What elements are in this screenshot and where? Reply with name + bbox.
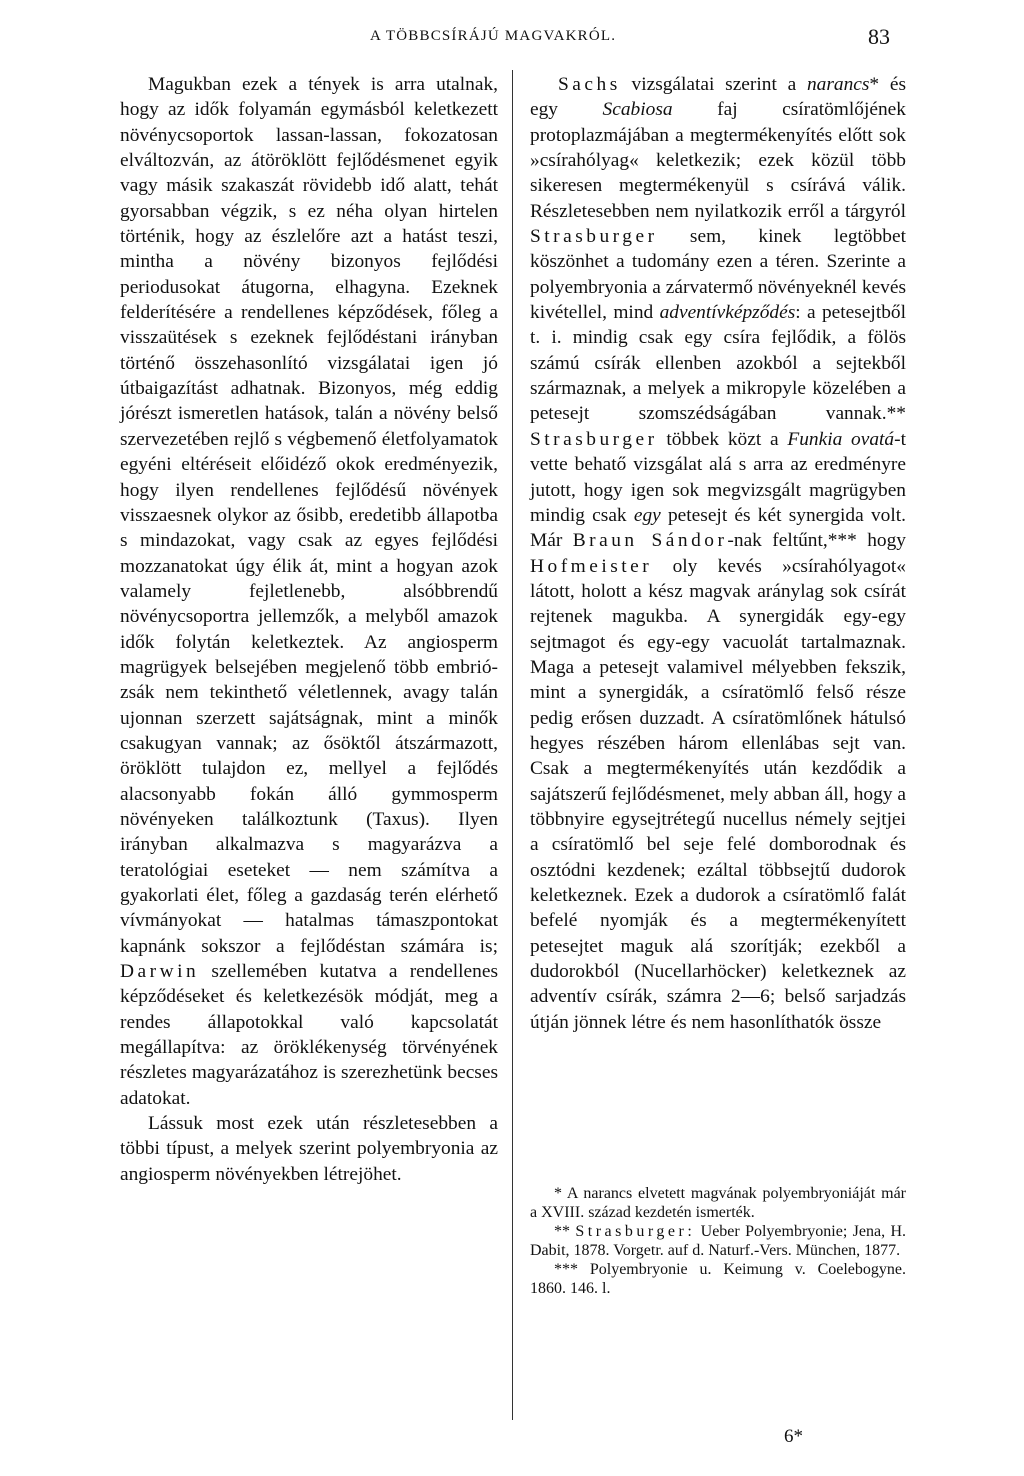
term-funkia: Funkia ovatá	[787, 428, 895, 450]
running-title: A TÖBBCSÍRÁJÚ MAGVAKRÓL.	[370, 28, 617, 44]
right-text-4: sem, kinek legtöbbet köszönhet a tudomány ezen a téren. Szerinte a polyembryonia a zárvatermő növényeknél kevés kivétellel, mind	[530, 226, 906, 324]
footnote-2-mark: **	[554, 1223, 570, 1240]
right-text-7: -t vette behatő vizsgálat alá s arra az eredményre jutott, hogy igen sok megvizsgált magrügyben mindig csak	[530, 428, 906, 526]
column-divider	[512, 70, 513, 1420]
right-text-5: : a petesejtből t. i. mindig csak egy csíra fejlődik, a fölös számú csírák ellenben azokból a sejtekből származnak, a melyek a mikropyle közelében a petesejt szomszédságában vannak.**	[530, 302, 906, 425]
page-number: 83	[868, 24, 890, 49]
author-braun: Braun Sándor	[572, 530, 728, 552]
term-adventiv: adventívképződés	[659, 302, 796, 324]
left-paragraph-1-text-b: szellemében kutatva a rendellenes képződéseket és keletkezésök módját, meg a rendes állapotokkal való kapcsolatát megállapítva: az öröklékenység törvényének részletes magyarázatához is szerezhetünk becses adatokat.	[120, 961, 498, 1109]
term-narancs: narancs	[806, 74, 870, 95]
left-paragraph-2: Lássuk most ezek után részletesebben a többi típust, a melyek szerint polyembryonia az angiosperm növényekben létrejöhet.	[120, 1113, 498, 1185]
footnote-2-author: Strasburger:	[575, 1223, 696, 1240]
right-text-10: oly kevés »csírahólyagot« látott, holott a kész magvak aránylag sok csírát rejtenek magukba. A synergidák egy-egy sejtmagot és egy-egy vacuolát tartalmaznak. Maga a petesejt valamivel mélyebben fekszik, mint a synergidák, a csíratömlő felső része pedig erősen duzzadt. A csíratömlőnek hátulsó hegyes részében három ellenlábas sejt van. Csak a megtermékenyítés után kezdődik a sajátszerű fejlődésmenet, mely abban áll, hogy a többnyire egysejtrétegű nucellus némely sejtjei a csíratömlő bel seje felé domborodnak és osztódni kezdenek; ezáltal többsejtű dudorok keletkeznek. Ezek a dudorok a csíratömlő falát befelé nyomják és a megtermékenyített petesejtet maguk alá szorítják; ezekből a dudorokból (Nucellarhöcker) keletkeznek az adventív csírák, számra 2—6; belső sarjadzás útján jönnek létre és nem hasonlíthatók össze	[530, 555, 906, 1033]
right-text-9: -nak feltűnt,*** hogy	[727, 530, 906, 552]
signature-mark: 6*	[784, 1426, 803, 1447]
author-darwin: Darwin	[120, 961, 200, 983]
right-paragraph	[530, 72, 906, 1035]
footnotes	[530, 1184, 906, 1298]
right-text-1: vizsgálatai szerint a	[631, 74, 797, 95]
running-header	[0, 24, 1024, 58]
right-text-3: faj csíratömlőjének protoplazmájában a megtermékenyítés előtt sok »csírahólyag« keletkezik; ezek közül több sikeresen megtermékenyül s csírává válik. Részletesebben nem nyilatkozik erről a tárgyról	[530, 99, 906, 222]
right-text-2: * és egy	[530, 74, 907, 121]
left-column	[120, 72, 498, 1187]
footnote-1: * A narancs elvetett magvának polyembryoniáját már a XVIII. század kezdetén ismerték.	[530, 1185, 906, 1221]
author-hofmeister: Hofmeister	[530, 555, 653, 577]
footnote-2	[530, 1222, 906, 1260]
footnote-2-text: Ueber Polyembryonie; Jena, H. Dabit, 1878. Vorgetr. auf d. Naturf.-Vers. München, 1877.	[530, 1223, 906, 1259]
term-egy: egy	[633, 504, 661, 526]
author-sachs: Sachs	[558, 74, 621, 95]
right-text-8: petesejt és két synergida volt. Már	[530, 504, 906, 552]
right-text-6: többek közt a	[666, 428, 779, 450]
right-column	[530, 72, 906, 1035]
left-paragraph-1	[120, 72, 498, 1111]
footnote-3: *** Polyembryonie u. Keimung v. Coelebogyne. 1860. 146. l.	[530, 1261, 906, 1297]
term-scabiosa: Scabiosa	[602, 99, 673, 121]
author-strasburger-2: Strasburger	[530, 428, 658, 450]
author-strasburger-1: Strasburger	[530, 226, 658, 248]
left-paragraph-1-text-a: Magukban ezek a tények is arra utalnak, hogy az idők folyamán egymásból keletkezett növénycsoportok lassan-lassan, fokozatosan elváltozván, az átöröklött fejlődésmenet egyik vagy másik szakaszát rövidebb idő alatt, tehát gyorsabban végzik, s ez néha olyan hirtelen történik, hogy az észlelőre azt a hatást teszi, mintha a növény bizonyos fejlődési periodusokat átugorna, elhagyna. Ezeknek felderítésére a rendellenes képződések, főleg a visszaütések s ezeknek fejlődéstani irányban történő összehasonlító vizsgálatai igen jó útbaigazítást adhatnak. Bizonyos, még eddig jórészt ismeretlen hatások, talán a növény belső szervezetében rejlő s végbemenő életfolyamatok egyéni eltéréseit előidéző okok eredményezik, hogy ilyen rendellenes fejlődésű növények visszaesnek olykor az ősibb, eredetibb állapotba s mindazokat, vagy csak az egyes fejlődési mozzanatokat úgy élik át, mint a hogyan azok valamely fejletlenebb, alsóbbrendű növénycsoportra jellemzők, a melyből amazok idők folytán keletkeztek. Az angiosperm magrügyek belsejében megjelenő több embrió-zsák nem tekinthető véletlennek, avagy talán ujonnan szerzett sajátságnak, mint a minők csakugyan vannak; az ősöktől átszármazott, öröklött tulajdon ez, mellyel a fejlődés alacsonyabb fokán álló gymmosperm növényeken találkoztunk (Taxus). Ilyen irányban alkalmazva s magyarázva a teratológiai eseteket — nem számítva a gyakorlati élet, főleg a gazdaság terén elérhető vívmányokat — hatalmas támaszpontokat kapnánk sokszor a fejlődéstan számára is;	[120, 74, 498, 957]
